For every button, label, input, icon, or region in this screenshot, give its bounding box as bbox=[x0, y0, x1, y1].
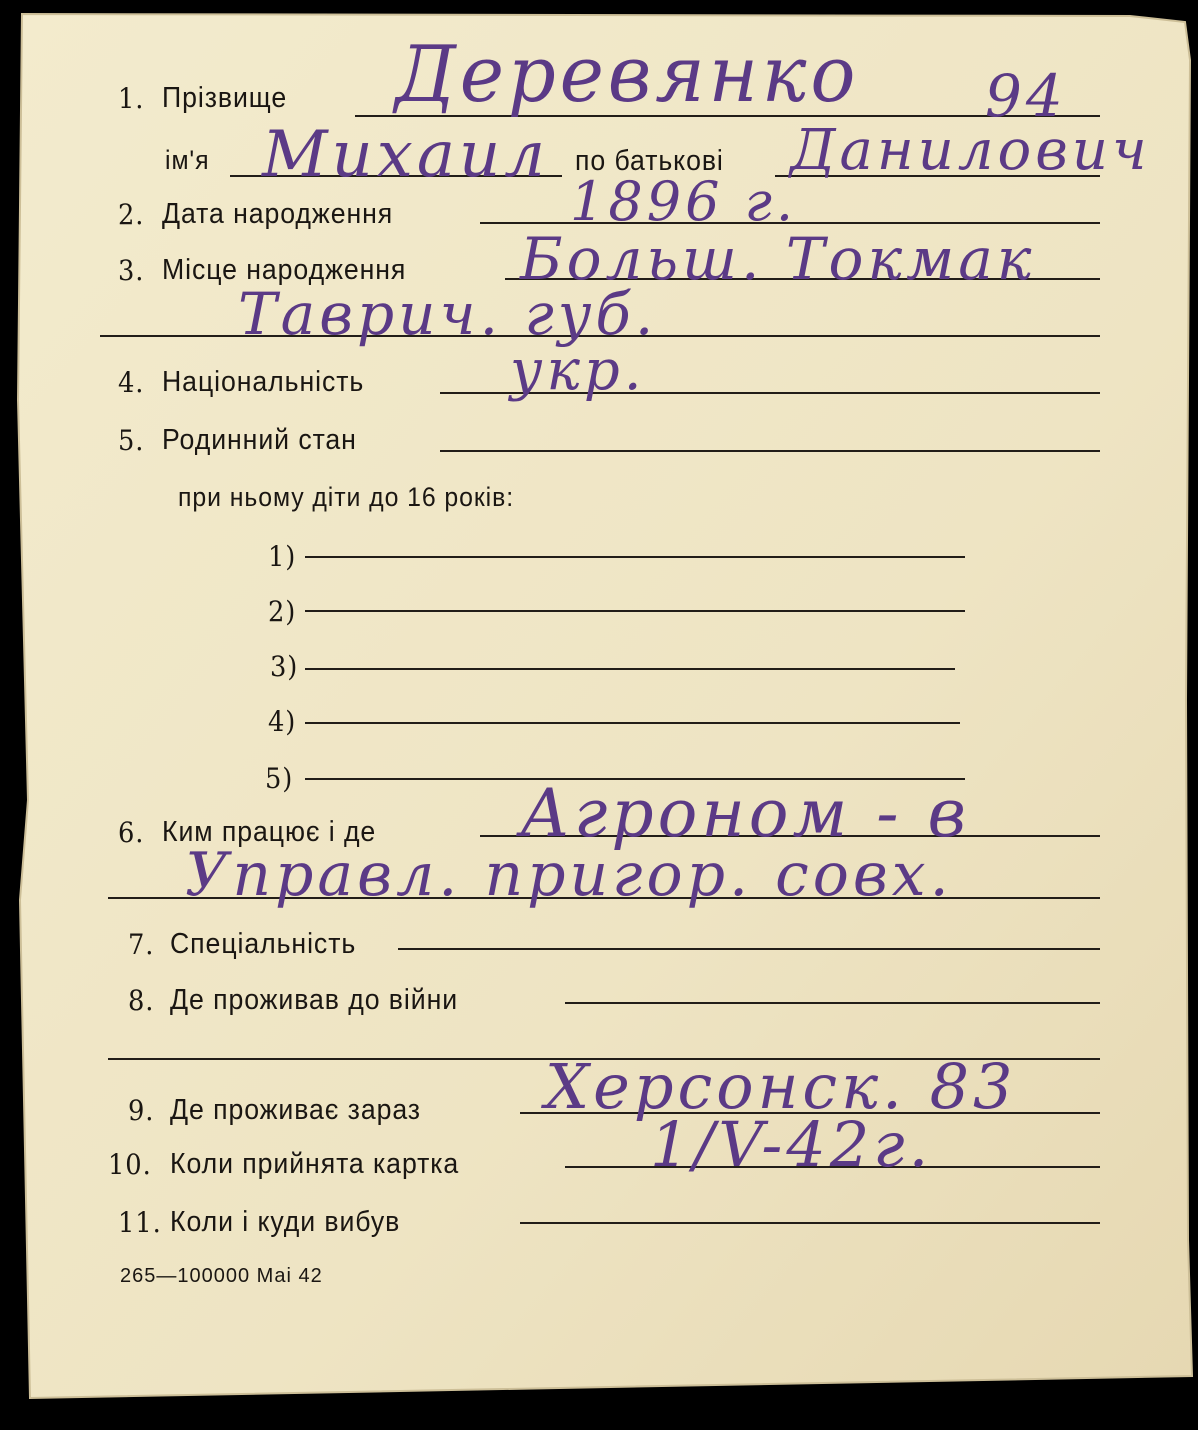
annotation-number: 94 bbox=[985, 62, 1067, 130]
child-3-number: 3) bbox=[270, 650, 299, 683]
field-birthplace-label: Місце народження bbox=[162, 254, 407, 286]
name-handwritten: Михаил bbox=[262, 118, 549, 192]
field-marital-label: Родинний стан bbox=[162, 424, 357, 456]
child-2-line[interactable] bbox=[305, 610, 965, 612]
field-10-number: 10. bbox=[108, 1148, 152, 1181]
field-card-date-label: Коли прийнята картка bbox=[170, 1148, 460, 1180]
card-date-handwritten: 1/V-42г. bbox=[650, 1108, 933, 1181]
child-4-line[interactable] bbox=[305, 722, 960, 724]
field-4-number: 4. bbox=[118, 366, 145, 399]
print-footer: 265—100000 Mai 42 bbox=[120, 1265, 323, 1287]
field-3-number: 3. bbox=[118, 254, 145, 287]
child-5-number: 5) bbox=[265, 762, 294, 795]
field-7-number: 7. bbox=[128, 928, 155, 961]
field-nationality-label: Національність bbox=[162, 366, 365, 398]
field-1-number: 1. bbox=[118, 82, 145, 115]
work-handwritten: Агроном - в bbox=[520, 775, 970, 852]
field-5-number: 5. bbox=[118, 424, 145, 457]
birthdate-handwritten: 1896 г. bbox=[570, 170, 798, 233]
child-2-number: 2) bbox=[268, 595, 297, 628]
child-1-number: 1) bbox=[268, 540, 297, 573]
field-patronymic-label: по батькові bbox=[575, 145, 724, 177]
specialty-line[interactable] bbox=[398, 948, 1100, 950]
field-6-number: 6. bbox=[118, 816, 145, 849]
child-4-number: 4) bbox=[268, 705, 297, 738]
marital-line[interactable] bbox=[440, 450, 1100, 452]
field-birthdate-label: Дата народження bbox=[162, 198, 394, 230]
field-2-number: 2. bbox=[118, 198, 145, 231]
child-1-line[interactable] bbox=[305, 556, 965, 558]
field-8-number: 8. bbox=[128, 984, 155, 1017]
patronymic-handwritten: Данилович bbox=[790, 118, 1151, 183]
nationality-handwritten: укр. bbox=[510, 338, 646, 403]
birthplace-handwritten-2: Таврич. губ. bbox=[238, 280, 658, 348]
surname-handwritten: Деревянко bbox=[395, 30, 860, 120]
current-residence-handwritten: Херсонск. 83 bbox=[545, 1050, 1017, 1123]
field-name-label: ім'я bbox=[165, 145, 210, 175]
field-prewar-residence-label: Де проживав до війни bbox=[170, 984, 459, 1016]
field-departure-label: Коли і куди вибув bbox=[170, 1206, 401, 1238]
birthplace-handwritten: Больш. Токмак bbox=[520, 225, 1036, 293]
prewar-residence-line[interactable] bbox=[565, 1002, 1100, 1004]
field-11-number: 11. bbox=[118, 1206, 162, 1239]
child-3-line[interactable] bbox=[305, 668, 955, 670]
field-specialty-label: Спеціальність bbox=[170, 928, 357, 960]
children-label: при ньому діти до 16 років: bbox=[178, 482, 515, 512]
field-surname-label: Прізвище bbox=[162, 82, 288, 114]
work-handwritten-2: Управл. пригор. совх. bbox=[185, 840, 953, 910]
departure-line[interactable] bbox=[520, 1222, 1100, 1224]
field-work-label: Ким працює і де bbox=[162, 816, 377, 848]
field-current-residence-label: Де проживає зараз bbox=[170, 1094, 421, 1126]
field-9-number: 9. bbox=[128, 1094, 155, 1127]
